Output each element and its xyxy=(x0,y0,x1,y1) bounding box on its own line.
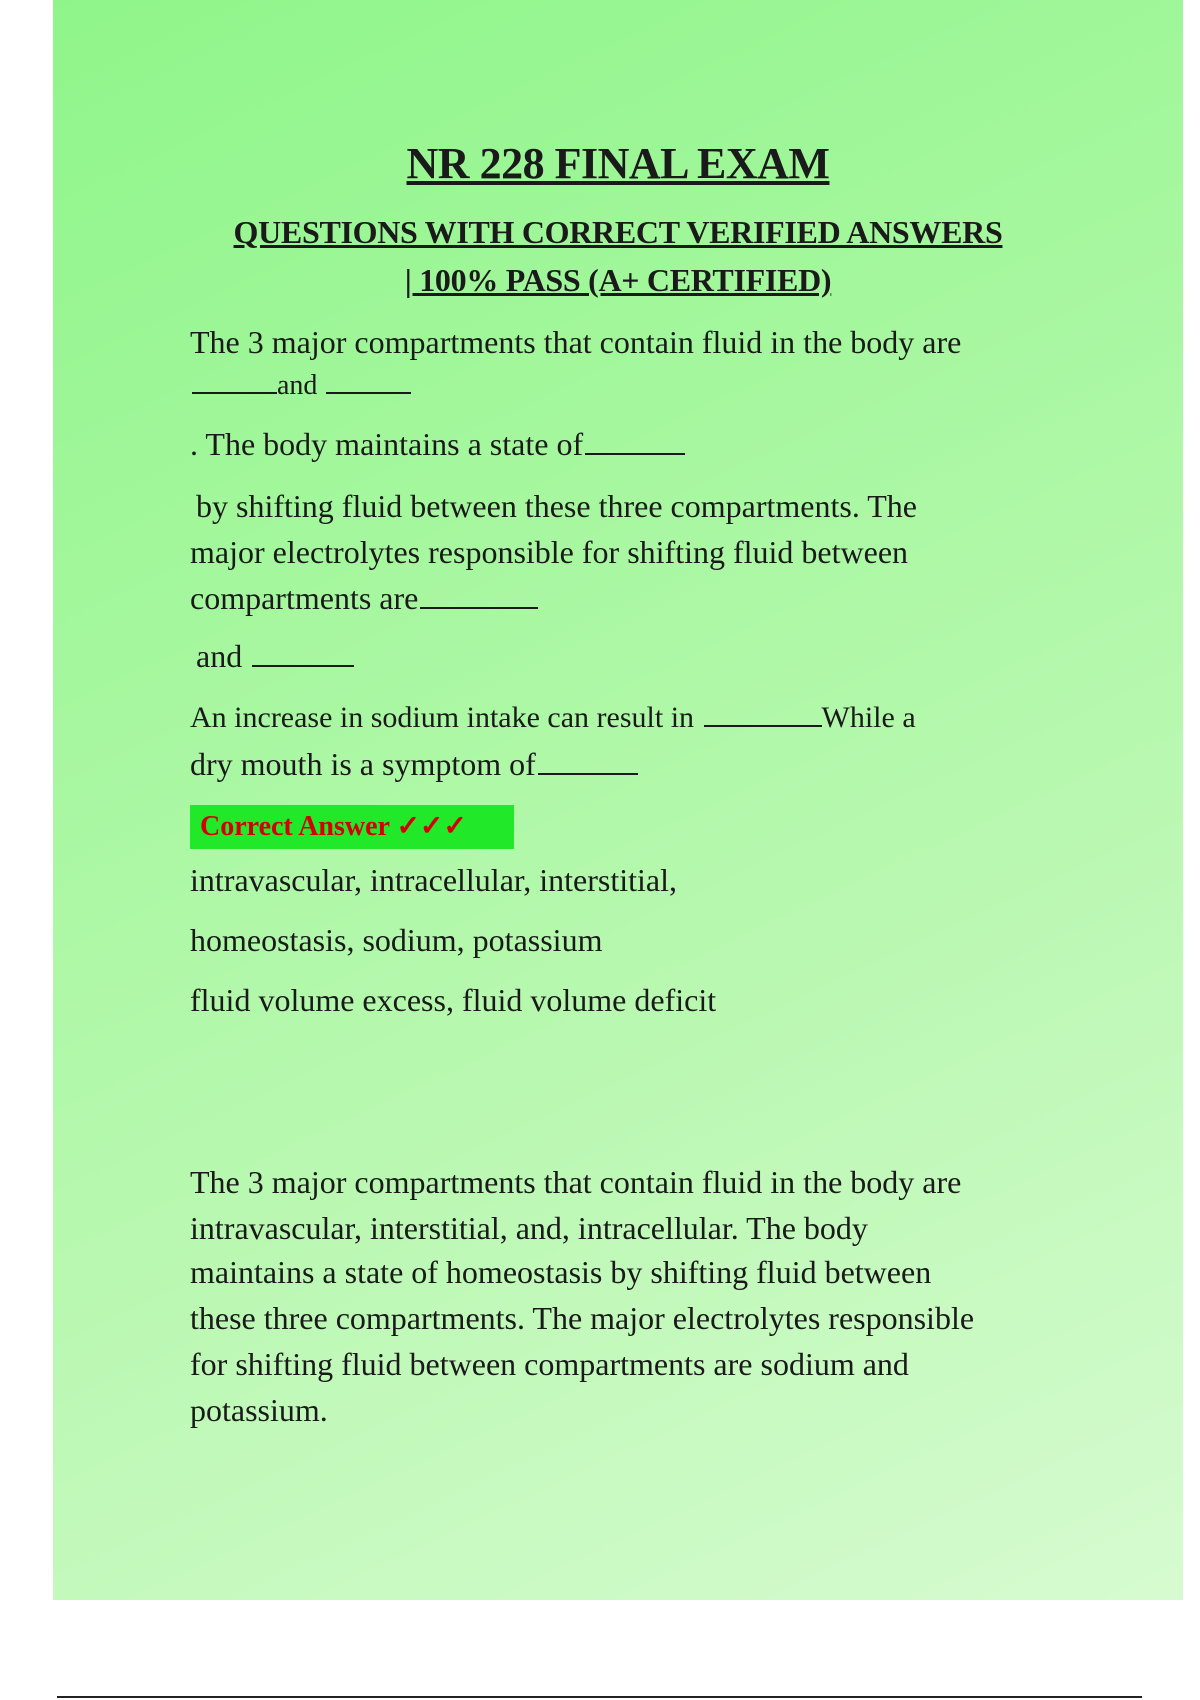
answer-blank xyxy=(420,579,538,609)
document-page xyxy=(53,0,1183,1600)
question-line-5: major electrolytes responsible for shifting fluid between xyxy=(190,534,909,570)
question-line-6 xyxy=(190,574,538,622)
page-subtitle-line-2: | 100% PASS (A+ CERTIFIED) xyxy=(404,262,832,298)
question-line-8b-text: While a xyxy=(821,701,916,734)
explanation-line-6: potassium. xyxy=(190,1392,328,1428)
question-line-7 xyxy=(196,632,354,680)
explanation-line-4: these three compartments. The major electrolytes responsible xyxy=(190,1300,975,1336)
page-title: NR 228 FINAL EXAM xyxy=(406,139,830,188)
page-footer-rule xyxy=(57,1696,1142,1698)
question-line-6-text: compartments are xyxy=(190,580,419,616)
question-line-4: by shifting fluid between these three compartments. The xyxy=(196,488,917,524)
answer-line-3: fluid volume excess, fluid volume deficit xyxy=(190,982,717,1018)
answer-blank xyxy=(538,745,638,775)
answer-blank xyxy=(192,364,277,394)
answer-line-1: intravascular, intracellular, interstitial, xyxy=(190,862,678,898)
question-line-1: The 3 major compartments that contain fluid in the body are xyxy=(190,324,962,360)
answer-blank xyxy=(585,425,685,455)
explanation-line-5: for shifting fluid between compartments are sodium and xyxy=(190,1346,909,1382)
explanation-line-3: maintains a state of homeostasis by shifting fluid between xyxy=(190,1254,932,1290)
page-subtitle-line-1: QUESTIONS WITH CORRECT VERIFIED ANSWERS xyxy=(233,214,1003,250)
correct-answer-badge: Correct Answer ✓✓✓ xyxy=(190,805,514,849)
answer-blank xyxy=(326,364,411,394)
question-line-3-text: . The body maintains a state of xyxy=(190,426,584,462)
explanation-line-1: The 3 major compartments that contain fluid in the body are xyxy=(190,1164,962,1200)
question-and-text: and xyxy=(277,370,318,401)
answer-blank xyxy=(704,697,822,727)
question-and-text: and xyxy=(196,638,243,674)
question-line-2 xyxy=(190,362,411,410)
explanation-line-2: intravascular, interstitial, and, intracellular. The body xyxy=(190,1210,868,1246)
question-line-9 xyxy=(190,740,638,788)
answer-blank xyxy=(252,637,354,667)
question-line-8 xyxy=(190,694,916,742)
question-line-8a-text: An increase in sodium intake can result in xyxy=(190,701,695,734)
question-line-3 xyxy=(190,420,685,468)
answer-line-2: homeostasis, sodium, potassium xyxy=(190,922,603,958)
question-line-9-text: dry mouth is a symptom of xyxy=(190,746,536,782)
